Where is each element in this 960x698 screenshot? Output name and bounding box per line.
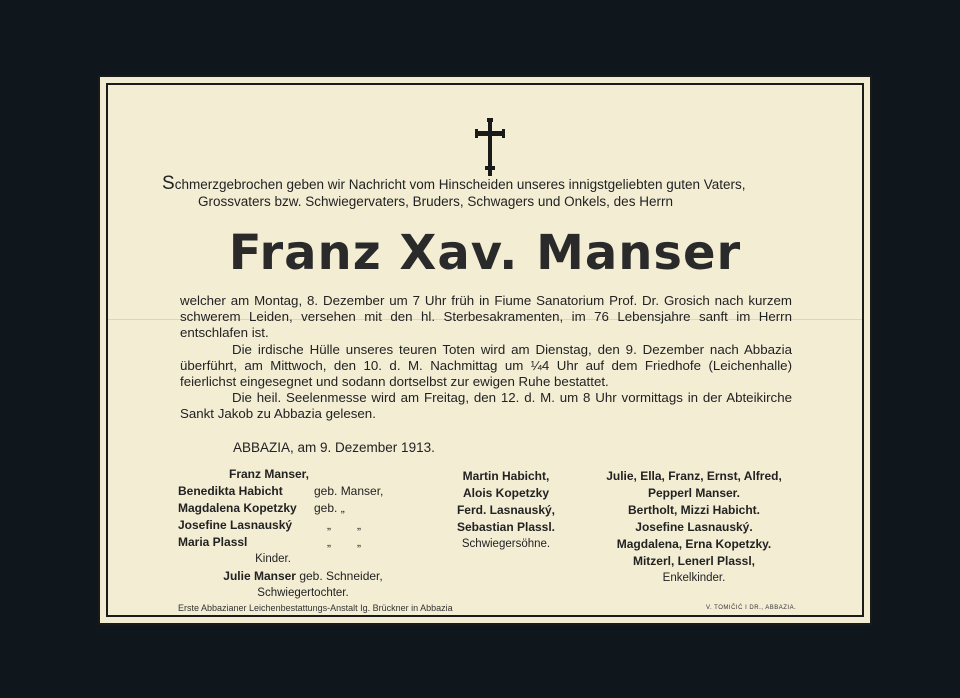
place-date: ABBAZIA, am 9. Dezember 1913.: [233, 440, 435, 455]
mourner-name: Josefine Lasnauský.: [635, 520, 753, 534]
cross-icon: [470, 118, 510, 176]
mourner-name: Bertholt, Mizzi Habicht.: [628, 503, 760, 517]
notice-body: [180, 293, 792, 423]
mourner-row: Magdalena Kopetzky geb. „: [178, 501, 345, 515]
mourners-grandchildren: [574, 468, 814, 587]
mourner-name: Alois Kopetzky: [462, 486, 549, 500]
mourners-sons-in-law: [426, 468, 586, 553]
mourner-name: Franz Manser,: [228, 467, 310, 481]
role-grandchildren: Enkelkinder.: [662, 572, 726, 584]
mourner-name: Martin Habicht,: [462, 469, 550, 483]
intro-line-2: Grossvaters bzw. Schwiegervaters, Bruders, Schwagers und Onkels, des Herrn: [198, 194, 673, 209]
role-sons-in-law: Schwiegersöhne.: [461, 538, 551, 550]
undertaker-imprint: Erste Abbazianer Leichenbestattungs-Anstalt Ig. Brückner in Abbazia: [178, 603, 453, 613]
role-daughter-in-law: Schwiegertochter.: [257, 587, 349, 599]
mourner-name: Julie, Ella, Franz, Ernst, Alfred,: [606, 469, 782, 483]
deceased-name: Franz Xav. Manser: [228, 225, 742, 281]
paragraph-burial: Die irdische Hülle unseres teuren Toten wird am Dienstag, den 9. Dezember nach Abbazia überführt, am Mittwoch, den 10. d. M. Nachmittag um ¼4 Uhr auf dem Friedhofe (Leichenhalle) feierlichst eingesegnet und sodann dortselbst zur ewigen Ruhe bestattet.: [180, 341, 792, 390]
mourner-row: Josefine Lasnauský „ „: [178, 518, 361, 532]
black-border-frame: [106, 83, 864, 617]
mourner-name: Sebastian Plassl.: [456, 520, 556, 534]
death-notice-card: [98, 75, 872, 625]
printer-imprint: V. TOMIČIĆ I DR., ABBAZIA.: [706, 605, 797, 611]
mourner-name: Magdalena, Erna Kopetzky.: [616, 537, 772, 551]
paragraph-death: welcher am Montag, 8. Dezember um 7 Uhr früh in Fiume Sanatorium Prof. Dr. Grosich nach kurzem schwerem Leiden, versehen mit den hl. Sterbesakramenten, im 76 Lebensjahre sanft im Herrn entschlafen ist.: [180, 293, 792, 341]
role-children: Kinder.: [255, 553, 291, 565]
intro-line-1: chmerzgebrochen geben wir Nachricht vom Hinscheiden unseres innigstgeliebten guten Vaters,: [174, 177, 746, 192]
mourner-name: Mitzerl, Lenerl Plassl,: [632, 554, 756, 568]
intro-capital: S: [162, 173, 175, 194]
intro-text: [162, 175, 842, 210]
mourners-children: [178, 466, 388, 602]
mourner-row: Maria Plassl „ „: [178, 535, 361, 549]
paragraph-mass: Die heil. Seelenmesse wird am Freitag, den 12. d. M. um 8 Uhr vormittags in der Abteikirche Sankt Jakob zu Abbazia gelesen.: [180, 390, 792, 422]
mourner-name: Ferd. Lasnauský,: [456, 503, 556, 517]
mourner-daughter-in-law: Julie Manser geb. Schneider,: [223, 569, 383, 583]
mourner-name: Pepperl Manser.: [647, 486, 741, 500]
mourner-row: Benedikta Habicht geb. Manser,: [178, 484, 384, 498]
